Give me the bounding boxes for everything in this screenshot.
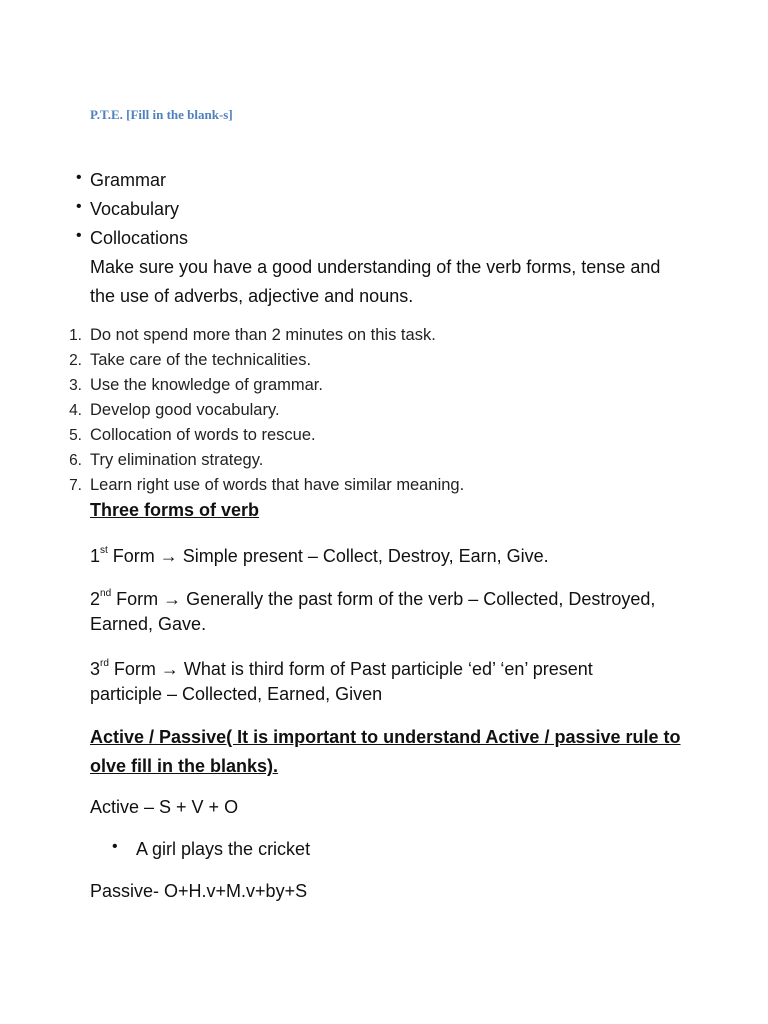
- ordinal-suffix: nd: [100, 588, 112, 599]
- form-number: 1: [90, 546, 101, 566]
- bullet-dot-icon: •: [76, 227, 82, 244]
- tip-item: Try elimination strategy.: [90, 451, 264, 469]
- topic-vocabulary: Vocabulary: [90, 199, 180, 219]
- verb-form-second-cont: Earned, Gave.: [90, 614, 207, 634]
- tip-item: Develop good vocabulary.: [90, 401, 280, 419]
- intro-line-2: the use of adverbs, adjective and nouns.: [90, 286, 414, 306]
- topic-grammar: Grammar: [90, 170, 166, 190]
- form-description: Form → Generally the past form of the verb – Collected, Destroyed,: [111, 589, 656, 609]
- tip-number: 6.: [69, 452, 82, 469]
- ordinal-suffix: rd: [100, 658, 109, 669]
- bullet-dot-icon: •: [112, 838, 118, 855]
- tip-number: 4.: [69, 402, 82, 419]
- tip-number: 1.: [69, 327, 82, 344]
- tip-item: Learn right use of words that have similar meaning.: [90, 476, 465, 494]
- tip-number: 3.: [69, 377, 82, 394]
- active-rule: Active – S + V + O: [90, 797, 239, 817]
- tip-item: Collocation of words to rescue.: [90, 426, 316, 444]
- tip-number: 2.: [69, 352, 82, 369]
- form-description: Form → What is third form of Past participle ‘ed’ ‘en’ present: [108, 659, 593, 679]
- tip-item: Do not spend more than 2 minutes on this task.: [90, 326, 436, 344]
- form-description: Form → Simple present – Collect, Destroy, Earn, Give.: [107, 546, 549, 566]
- verb-form-third-cont: participle – Collected, Earned, Given: [90, 684, 383, 704]
- ordinal-suffix: st: [100, 545, 108, 556]
- topic-collocations: Collocations: [90, 228, 189, 248]
- active-passive-title-line-1: Active / Passive( It is important to understand Active / passive rule to: [90, 727, 681, 747]
- tip-item: Take care of the technicalities.: [90, 351, 312, 369]
- tip-number: 5.: [69, 427, 82, 444]
- tip-number: 7.: [69, 477, 82, 494]
- bullet-dot-icon: •: [76, 169, 82, 186]
- bullet-dot-icon: •: [76, 198, 82, 215]
- verb-form-first: [90, 538, 549, 571]
- tip-item: Use the knowledge of grammar.: [90, 376, 323, 394]
- passive-rule: Passive- O+H.v+M.v+by+S: [90, 881, 308, 901]
- active-passive-title-line-2: olve fill in the blanks).: [90, 756, 279, 776]
- document-heading: P.T.E. [Fill in the blank-s]: [90, 107, 233, 122]
- verb-forms-title: Three forms of verb: [90, 500, 260, 520]
- form-number: 3: [90, 659, 101, 679]
- form-number: 2: [90, 589, 101, 609]
- active-example: A girl plays the cricket: [136, 839, 311, 859]
- intro-line-1: Make sure you have a good understanding of the verb forms, tense and: [90, 257, 661, 277]
